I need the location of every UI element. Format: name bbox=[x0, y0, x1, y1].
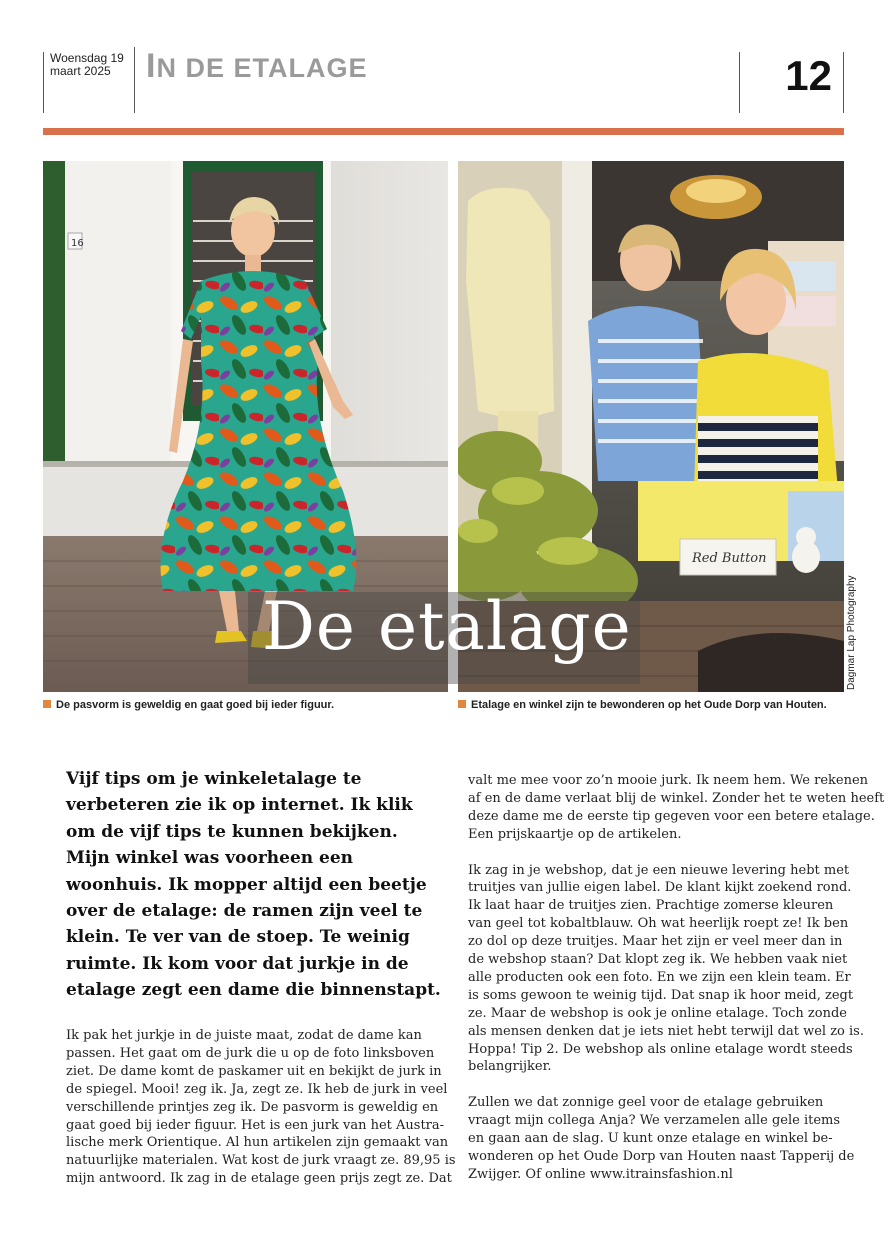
body-line: Zwijger. Of online www.itrainsfashion.nl bbox=[468, 1166, 733, 1182]
intro-line: klein. Te ver van de stoep. Te weinig bbox=[66, 927, 410, 948]
body-line: deze dame me de eerste tip gegeven voor een betere etalage. bbox=[468, 808, 875, 824]
body-line: lische merk Orientique. Al hun artikelen zijn gemaakt van bbox=[66, 1135, 449, 1151]
caption-right-text: Etalage en winkel zijn te bewonderen op het Oude Dorp van Houten. bbox=[471, 699, 827, 711]
body-line: de spiegel. Mooi! zeg ik. Ja, zegt ze. Ik heb de jurk in veel bbox=[66, 1081, 448, 1097]
body-line: verschillende printjes zeg ik. De pasvorm is geweldig en bbox=[66, 1099, 439, 1115]
intro-line: woonhuis. Ik mopper altijd een beetje bbox=[66, 874, 427, 895]
body-line: Ik zag in je webshop, dat je een nieuwe levering hebt met bbox=[468, 862, 850, 878]
date-line-2: maart 2025 bbox=[50, 64, 111, 78]
intro-paragraph bbox=[66, 766, 441, 1004]
intro-line: verbeteren zie ik op internet. Ik klik bbox=[66, 795, 413, 816]
body-column-left bbox=[66, 1027, 456, 1188]
body-line: van geel tot kobaltblauw. Oh wat heerlijk roept ze! Ik ben bbox=[468, 916, 849, 932]
header-divider-right bbox=[739, 52, 740, 113]
body-line: af en de dame verlaat blij de winkel. Zonder het te weten heeft bbox=[468, 790, 885, 806]
header-divider-left bbox=[43, 52, 44, 113]
body-line: valt me mee voor zo’n mooie jurk. Ik neem hem. We rekenen bbox=[468, 773, 869, 788]
body-line: alle producten ook een foto. En we zijn een klein team. Er bbox=[468, 969, 851, 985]
body-line: belangrijker. bbox=[468, 1059, 552, 1075]
section-title-rest: N DE ETALAGE bbox=[156, 53, 368, 83]
body-line: Ik laat haar de truitjes zien. Prachtige zomerse kleuren bbox=[468, 898, 834, 914]
body-line: passen. Het gaat om de jurk die u op de foto linksboven bbox=[66, 1045, 435, 1061]
issue-date bbox=[50, 52, 140, 78]
caption-right bbox=[458, 699, 827, 711]
intro-line: om de vijf tips te kunnen bekijken. bbox=[66, 821, 398, 842]
section-title bbox=[146, 47, 367, 86]
body-line: mijn antwoord. Ik zag in de etalage geen prijs zegt ze. Dat bbox=[66, 1171, 452, 1187]
body-line: de webshop staan? Dat klopt zeg ik. We hebben vaak niet bbox=[468, 952, 848, 968]
body-line: vraagt mijn collega Anja? We verzamelen alle gele items bbox=[468, 1113, 841, 1129]
intro-line: Vijf tips om je winkeletalage te bbox=[66, 769, 362, 789]
body-line: natuurlijke materialen. Wat kost de jurk vraagt ze. 89,95 is bbox=[66, 1153, 456, 1169]
header-divider-mid bbox=[134, 47, 135, 113]
body-line: ziet. De dame komt de paskamer uit en bekijkt de jurk in bbox=[66, 1063, 442, 1079]
body-line: Zullen we dat zonnige geel voor de etalage gebruiken bbox=[468, 1095, 824, 1111]
header-divider-edge bbox=[843, 52, 844, 113]
body-line: Hoppa! Tip 2. De webshop als online etalage wordt steeds bbox=[468, 1041, 853, 1057]
page-number: 12 bbox=[785, 52, 832, 99]
caption-left bbox=[43, 699, 334, 711]
body-line: zo dol op deze truitjes. Maar het zijn er veel meer dan in bbox=[468, 934, 843, 950]
house-number: 16 bbox=[71, 238, 84, 249]
intro-line: Mijn winkel was voorheen een bbox=[66, 848, 354, 869]
caption-bullet-right bbox=[458, 700, 466, 708]
body-line: is soms gewoon te weinig tijd. Dat snap ik hoor meid, zegt bbox=[468, 987, 854, 1003]
body-line: en gaan aan de slag. U kunt onze etalage en winkel be- bbox=[468, 1131, 833, 1147]
intro-line: ruimte. Ik kom voor dat jurkje in de bbox=[66, 953, 409, 974]
date-line-1: Woensdag 19 bbox=[50, 51, 124, 65]
photo-credit: Dagmar Lap Photography bbox=[846, 575, 857, 690]
shop-sign: Red Button bbox=[692, 551, 767, 566]
body-line: truitjes van jullie eigen label. De klant kijkt zoekend rond. bbox=[468, 880, 852, 896]
body-line: Een prijskaartje op de artikelen. bbox=[468, 826, 682, 842]
body-line: Ik pak het jurkje in de juiste maat, zodat de dame kan bbox=[66, 1028, 422, 1043]
body-line: gaat goed bij ieder figuur. Het is een jurk van het Austra- bbox=[66, 1117, 445, 1133]
section-title-initial: I bbox=[146, 47, 157, 85]
caption-left-text: De pasvorm is geweldig en gaat goed bij ieder figuur. bbox=[56, 699, 335, 711]
body-line: ze. Maar de webshop is ook je online etalage. Toch zonde bbox=[468, 1005, 847, 1021]
caption-bullet-left bbox=[43, 700, 51, 708]
paragraph-gap bbox=[468, 844, 884, 862]
body-line: wonderen op het Oude Dorp van Houten naast Tapperij de bbox=[468, 1149, 855, 1164]
intro-line: over de etalage: de ramen zijn veel te bbox=[66, 901, 423, 922]
intro-line: etalage zegt een dame die binnenstapt. bbox=[66, 980, 441, 1001]
paragraph-gap bbox=[468, 1076, 884, 1094]
header-rule bbox=[43, 128, 844, 135]
body-line: als mensen denken dat je iets niet hebt terwijl dat wel zo is. bbox=[468, 1023, 864, 1039]
article-title: De etalage bbox=[262, 588, 632, 665]
body-column-right bbox=[468, 772, 884, 1184]
